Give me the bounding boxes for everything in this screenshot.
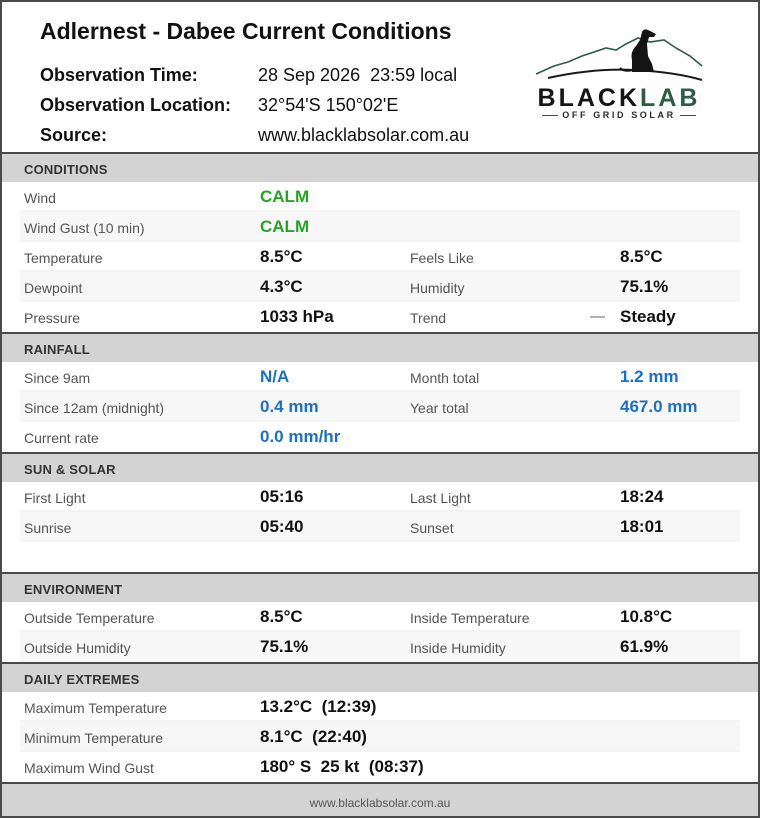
row-outside-humidity	[20, 632, 740, 662]
sunset-label: Sunset	[410, 520, 454, 536]
year-total-value: 467.0 mm	[620, 397, 698, 416]
pressure-value: 1033 hPa	[260, 307, 334, 326]
source-value[interactable]: www.blacklabsolar.com.au	[258, 125, 470, 145]
temperature-value: 8.5°C	[260, 247, 303, 266]
inside-humidity-label: Inside Humidity	[410, 640, 506, 656]
section-heading: RAINFALL	[24, 342, 90, 357]
trend-label: Trend	[410, 310, 447, 326]
page-title: Adlernest - Dabee Current Conditions	[40, 18, 452, 44]
section-heading: SUN & SOLAR	[24, 462, 116, 477]
dewpoint-label: Dewpoint	[24, 280, 83, 296]
logo-wordmark: BLACKLAB	[537, 84, 701, 112]
feels-like-label: Feels Like	[410, 250, 474, 266]
wind-value: CALM	[260, 187, 310, 206]
row-sunrise	[20, 512, 740, 542]
row-pressure	[20, 302, 740, 332]
sunrise-value: 05:40	[260, 517, 304, 536]
trend-value: Steady	[620, 307, 676, 326]
dog-on-hill-icon	[534, 26, 704, 86]
observation-time-value: 28 Sep 2026 23:59 local	[258, 65, 458, 85]
first-light-label: First Light	[24, 490, 86, 506]
observation-location-value: 32°54'S 150°02'E	[258, 95, 399, 115]
min-temperature-value: 8.1°C (22:40)	[260, 727, 367, 746]
section-heading: ENVIRONMENT	[24, 582, 123, 597]
row-outside-temperature	[20, 602, 740, 632]
since-midnight-label: Since 12am (midnight)	[24, 400, 165, 416]
wind-gust-value: CALM	[260, 217, 310, 236]
blacklab-logo	[534, 26, 704, 126]
trend-steady-icon: —	[590, 308, 605, 325]
humidity-label: Humidity	[410, 280, 465, 296]
current-rate-label: Current rate	[24, 430, 99, 446]
row-current-rate	[20, 422, 740, 452]
row-wind	[20, 182, 740, 212]
month-total-label: Month total	[410, 370, 480, 386]
inside-temperature-value: 10.8°C	[620, 607, 673, 626]
month-total-value: 1.2 mm	[620, 367, 679, 386]
first-light-value: 05:16	[260, 487, 304, 506]
dewpoint-value: 4.3°C	[260, 277, 303, 296]
max-temperature-label: Maximum Temperature	[24, 700, 167, 716]
row-since-midnight	[20, 392, 740, 422]
outside-temperature-label: Outside Temperature	[24, 610, 155, 626]
section-daily-extremes	[2, 662, 758, 692]
row-since-9am	[20, 362, 740, 392]
max-wind-gust-label: Maximum Wind Gust	[24, 760, 154, 776]
observation-location-label: Observation Location:	[40, 95, 232, 115]
year-total-label: Year total	[410, 400, 469, 416]
footer-link[interactable]: www.blacklabsolar.com.au	[309, 796, 451, 810]
feels-like-value: 8.5°C	[620, 247, 663, 266]
sunrise-label: Sunrise	[24, 520, 72, 536]
row-max-temperature	[20, 692, 740, 722]
max-wind-gust-value: 180° S 25 kt (08:37)	[260, 757, 424, 776]
humidity-value: 75.1%	[620, 277, 669, 296]
row-dewpoint	[20, 272, 740, 302]
outside-temperature-value: 8.5°C	[260, 607, 303, 626]
section-conditions	[2, 152, 758, 182]
section-heading: DAILY EXTREMES	[24, 672, 140, 687]
inside-humidity-value: 61.9%	[620, 637, 669, 656]
temperature-label: Temperature	[24, 250, 103, 266]
row-wind-gust	[20, 212, 740, 242]
outside-humidity-label: Outside Humidity	[24, 640, 131, 656]
since-9am-label: Since 9am	[24, 370, 91, 386]
section-sun-solar	[2, 452, 758, 482]
row-first-light	[20, 482, 740, 512]
pressure-label: Pressure	[24, 310, 81, 326]
row-max-wind-gust	[20, 752, 740, 782]
wind-label: Wind	[24, 190, 56, 206]
source-label: Source:	[40, 125, 108, 145]
row-temperature	[20, 242, 740, 272]
wind-gust-label: Wind Gust (10 min)	[24, 220, 145, 236]
footer	[2, 782, 758, 816]
max-temperature-value: 13.2°C (12:39)	[260, 697, 377, 716]
min-temperature-label: Minimum Temperature	[24, 730, 164, 746]
section-heading: CONDITIONS	[24, 162, 108, 177]
outside-humidity-value: 75.1%	[260, 637, 309, 656]
sunset-value: 18:01	[620, 517, 664, 536]
logo-tagline: OFF GRID SOLAR	[534, 110, 704, 120]
section-environment	[2, 572, 758, 602]
since-midnight-value: 0.4 mm	[260, 397, 319, 416]
inside-temperature-label: Inside Temperature	[410, 610, 530, 626]
last-light-value: 18:24	[620, 487, 664, 506]
last-light-label: Last Light	[410, 490, 471, 506]
since-9am-value: N/A	[260, 367, 290, 386]
section-rainfall	[2, 332, 758, 362]
current-rate-value: 0.0 mm/hr	[260, 427, 341, 446]
row-min-temperature	[20, 722, 740, 752]
header	[2, 2, 758, 152]
observation-time-label: Observation Time:	[40, 65, 198, 85]
